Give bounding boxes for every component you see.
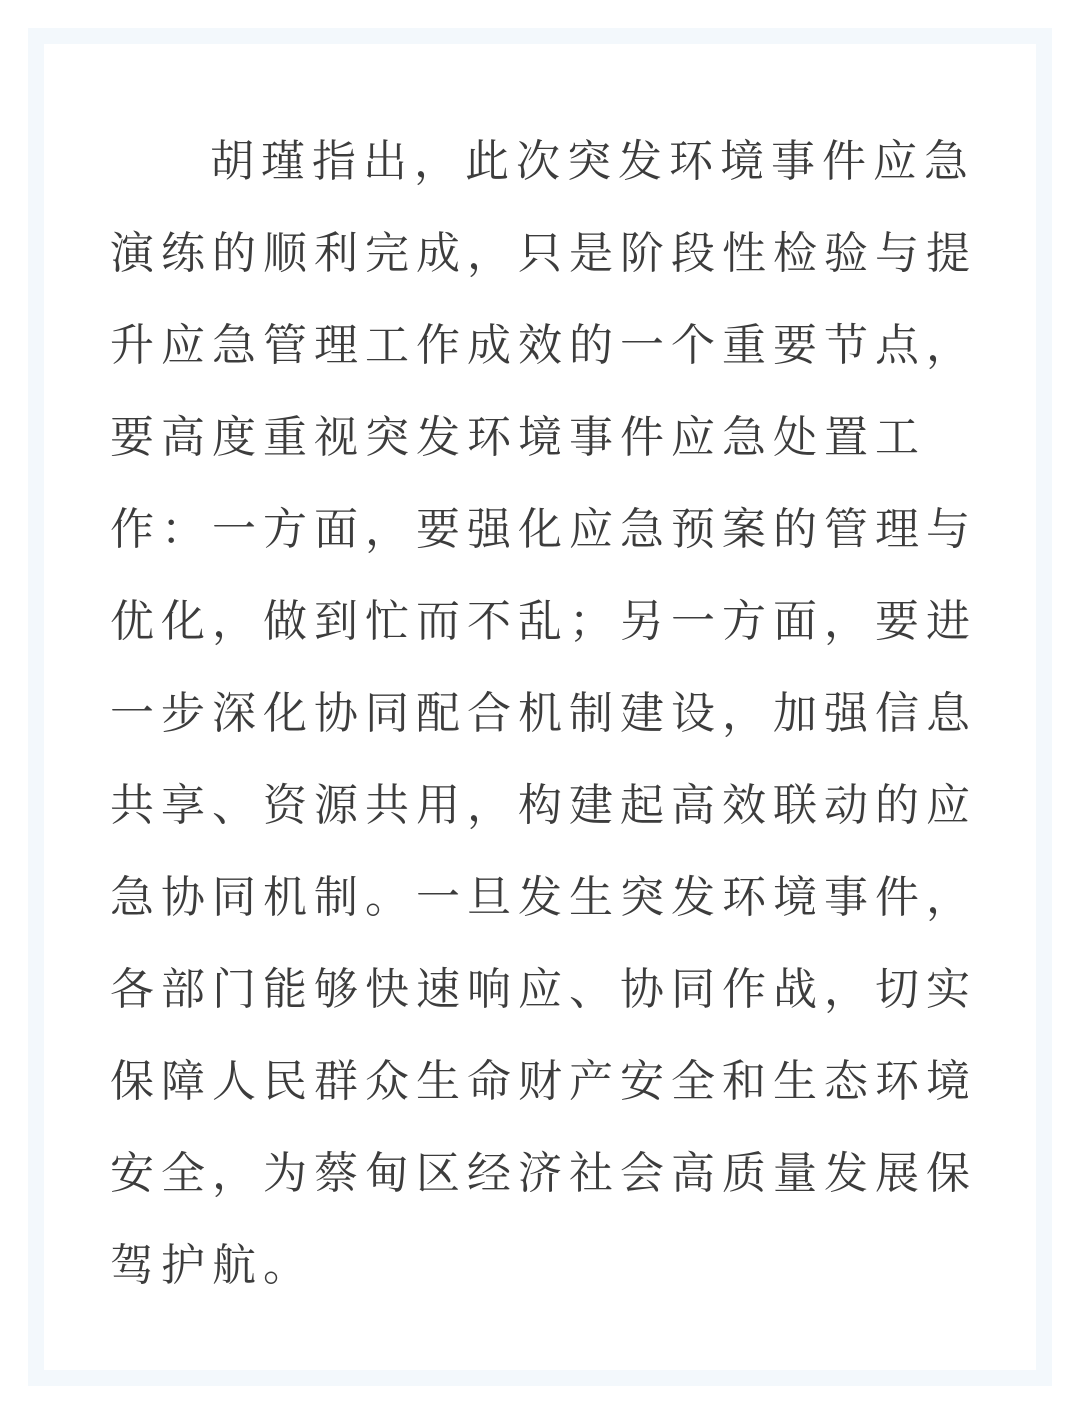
paragraph-line: 共享、资源共用，构建起高效联动的应 (110, 780, 977, 831)
paragraph-line: 胡瑾指出，此次突发环境事件应急 (210, 136, 975, 187)
paragraph-line: 安全，为蔡甸区经济社会高质量发展保 (110, 1148, 977, 1199)
paragraph-line: 各部门能够快速响应、协同作战，切实 (110, 964, 977, 1015)
paragraph-line: 作：一方面，要强化应急预案的管理与 (110, 504, 977, 555)
article-paragraph (110, 116, 977, 1312)
paragraph-line: 优化，做到忙而不乱；另一方面，要进 (110, 596, 977, 647)
paragraph-line: 一步深化协同配合机制建设，加强信息 (110, 688, 977, 739)
paragraph-line: 急协同机制。一旦发生突发环境事件， (110, 872, 977, 923)
paragraph-line: 升应急管理工作成效的一个重要节点， (110, 320, 977, 371)
paragraph-line: 要高度重视突发环境事件应急处置工 (110, 412, 926, 463)
paragraph-line: 驾护航。 (110, 1240, 314, 1291)
paragraph-line: 演练的顺利完成，只是阶段性检验与提 (110, 228, 977, 279)
paragraph-line: 保障人民群众生命财产安全和生态环境 (110, 1056, 977, 1107)
